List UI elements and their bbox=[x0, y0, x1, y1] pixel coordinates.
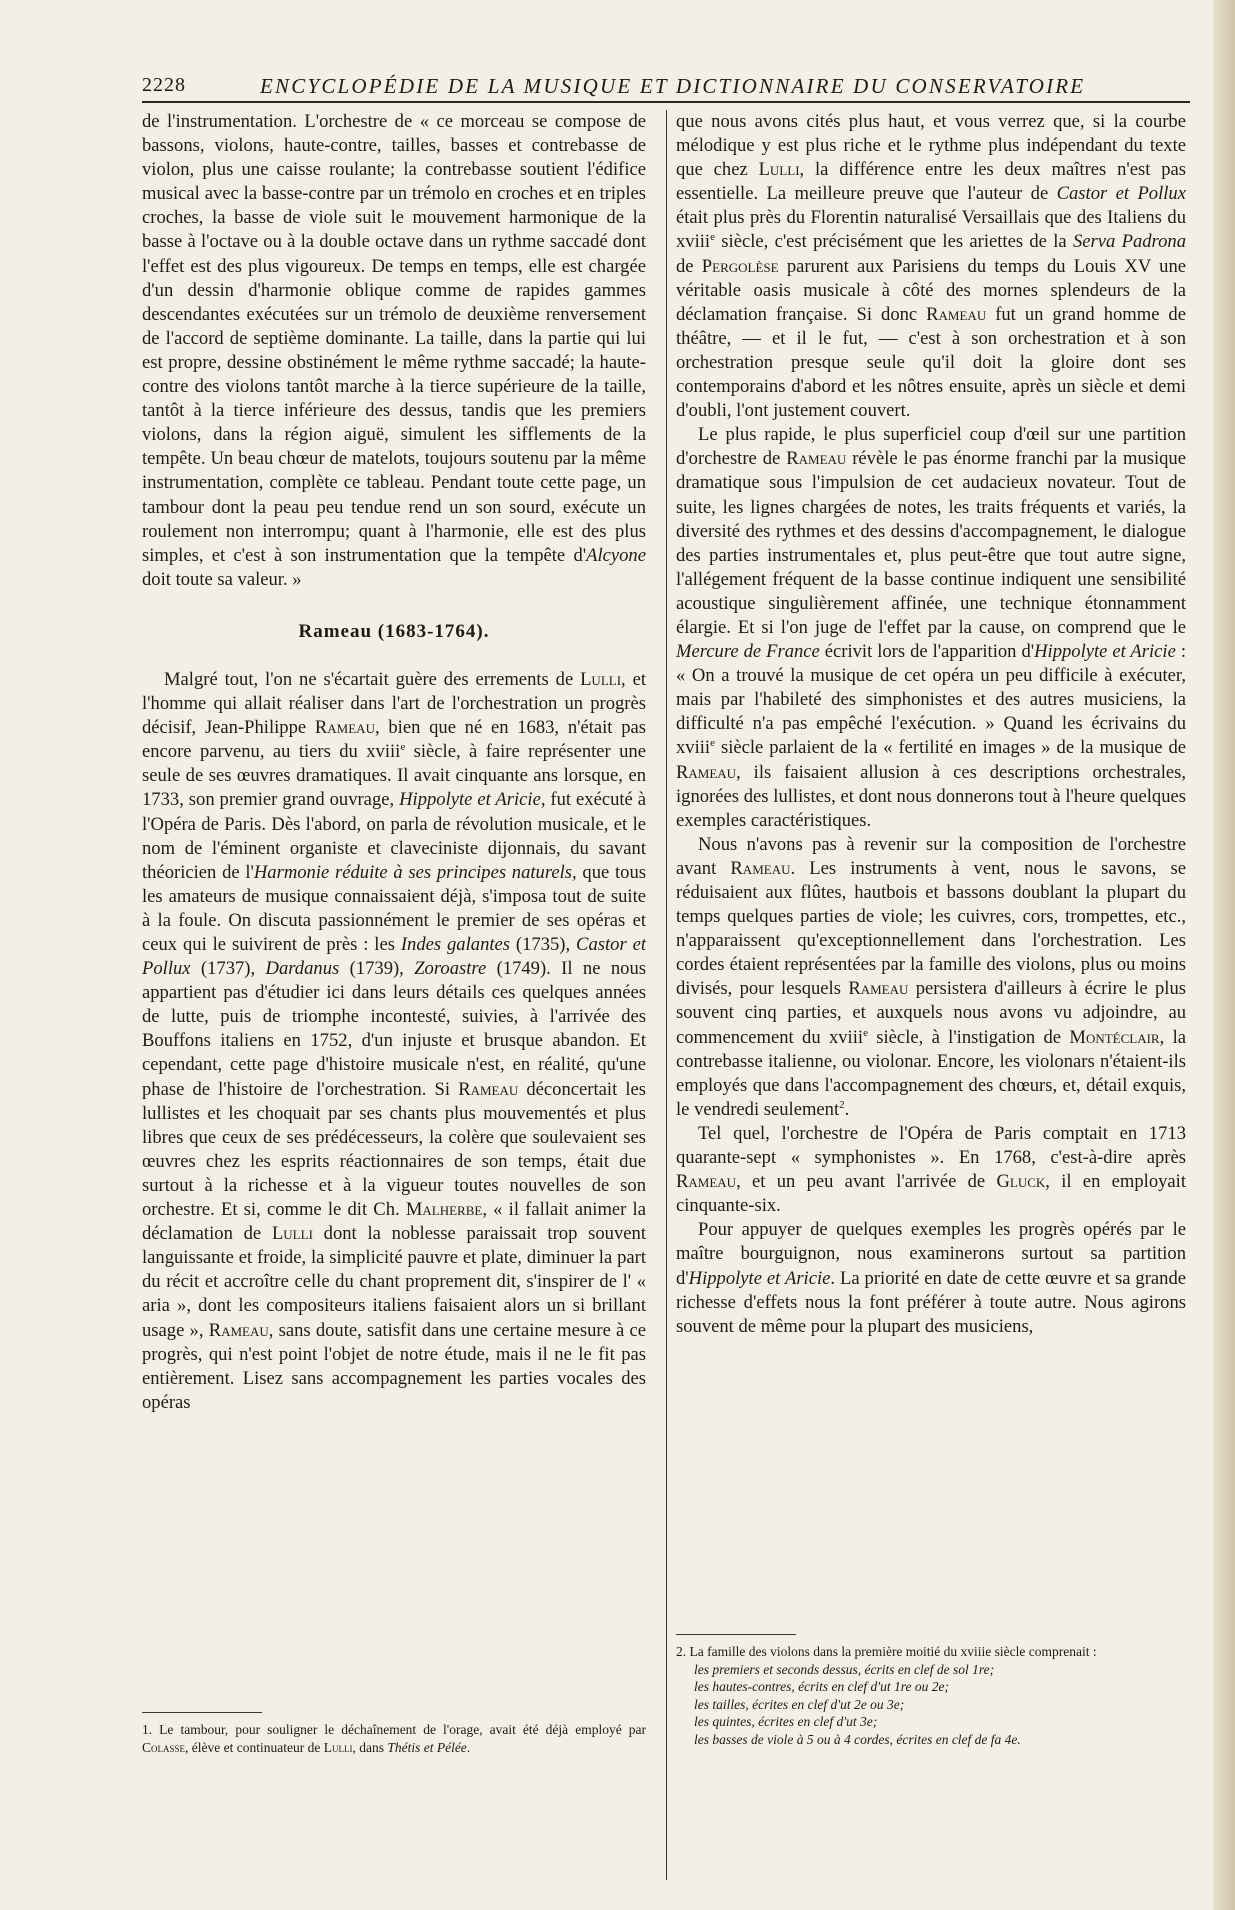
left-column bbox=[142, 110, 646, 1415]
right-column bbox=[676, 110, 1186, 1339]
list-item: les quintes, écrites en clef d'ut 3e; bbox=[694, 1714, 878, 1729]
footnote-2 bbox=[676, 1634, 1186, 1748]
list-item: les tailles, écrites en clef d'ut 2e ou 3e; bbox=[694, 1696, 905, 1712]
footnote-rule bbox=[676, 1634, 796, 1635]
paragraph: Le plus rapide, le plus superficiel coup d'œil sur une partition d'orchestre de Rameau révèle le pas énorme franchi par la musique dramatique sous l'impulsion de cet audacieux novateur. Tout de suite, les lignes chargées de notes, les traits fréquents et variés, la diversité des rythmes et des dessins d'accompagnement, le dialogue des parties instrumentales et, plus peut-être que tout autre signe, l'allégement fréquent de la basse continue indiquent une sensibilité acoustique singulièrement affinée, une technique étonnamment élargie. Et si l'on juge de l'effet par la cause, on comprend que le Mercure de France écrivit lors de l'apparition d'Hippolyte et Aricie : « On a trouvé la musique de cet opéra un peu difficile à exécuter, mais par l'habileté des simphonistes et des autres musiciens, la difficulté n'a pas empêché l'exécution. » Quand les écrivains du xviii$^e$ siècle parlaient de la « fertilité en images » de la musique de Rameau, ils faisaient allusion à ces descriptions orchestrales, ignorées des lullistes, et dont nous donnerons tout à l'heure quelques exemples caractéristiques. bbox=[676, 424, 1186, 831]
paragraph: de l'instrumentation. L'orchestre de « ce morceau se compose de bassons, violons, haute-contre, tailles, basses et contrebasse de violon, plus une caisse roulante; la contrebasse soutient l'édifice musical avec la basse-contre par un trémolo en croches et en triples croches, la basse de viole suit le mouvement harmonique de la basse à l'octave ou à la double octave dans un rythme saccadé dont l'effet est des plus vigoureux. De temps en temps, elle est chargée d'un dessin d'harmonie oblique comme de rapides gammes descendantes exécutées sur un trémolo de deuxième renversement de l'accord de septième dominante. La taille, dans la partie qui lui est propre, dessine obstinément le même rythme saccadé; la haute-contre des violons tantôt marche à la tierce supérieure de la taille, tantôt à la tierce inférieure des dessus, tandis que les premiers violons, dans la région aiguë, simulent les sifflements de la tempête. Un beau chœur de matelots, toujours soutenu par la même instrumentation, complète ce tableau. Pendant toute cette page, un tambour dont la peau peu tendue rend un son sourd, exécute un roulement non interrompu; quant à l'harmonie, elle est des plus simples, et c'est à son instrumentation que la tempête d'Alcyone doit toute sa valeur. » bbox=[142, 111, 646, 590]
paragraph: Pour appuyer de quelques exemples les progrès opérés par le maître bourguignon, nous examinerons surtout sa partition d'Hippolyte et Aricie. La priorité en date de cette œuvre et sa grande richesse d'effets nous la font préférer à toute autre. Nous agirons souvent de même pour la plupart des musiciens, bbox=[676, 1219, 1186, 1337]
paragraph: Malgré tout, l'on ne s'écartait guère des errements de Lulli, et l'homme qui allait réaliser dans l'art de l'orchestration un progrès décisif, Jean-Philippe Rameau, bien que né en 1683, n'était pas encore parvenu, au tiers du xviii$^e$ siècle, à faire représenter une seule de ses œuvres dramatiques. Il avait cinquante ans lorsque, en 1733, son premier grand ouvrage, Hippolyte et Aricie, fut exécuté à l'Opéra de Paris. Dès l'abord, on parla de révolution musicale, et le nom de l'éminent organiste et claveciniste dijonnais, du savant théoricien de l'Harmonie réduite à ses principes naturels, que tous les amateurs de musique connaissaient déjà, s'imposa tout de suite à la foule. On discuta passionnément le premier de ses opéras et ceux qui le suivirent de près : les Indes galantes (1735), Castor et Pollux (1737), Dardanus (1739), Zoroastre (1749). Il ne nous appartient pas d'étudier ici dans leurs détails ces quelques années de lutte, puis de triomphe incontesté, suivies, à l'arrivée des Bouffons italiens en 1752, d'un injuste et brusque abandon. Et cependant, cette page d'histoire musicale n'est, en réalité, qu'une phase de l'histoire de l'orchestration. Si Rameau déconcertait les lullistes et les choquait par ses chants plus mouvementés et plus libres que ceux de ses prédécesseurs, la colère que soulevaient ses œuvres chez les esprits réactionnaires de son temps, était due surtout à la richesse et à la vigueur toutes nouvelles de son orchestre. Et si, comme le dit Ch. Malherbe, « il fallait animer la déclamation de Lulli dont la noblesse paraissait trop souvent languissante et froide, la simplicité pauvre et plate, diminuer la part du récit et accroître celle du chant proprement dit, s'inspirer de l' « aria », dont les compositeurs italiens faisaient alors un si brillant usage », Rameau, sans doute, satisfit dans une certaine mesure à ce progrès, qui n'est point l'objet de notre étude, mais il ne le fit pas entièrement. Lisez sans accompagnement les parties vocales des opéras bbox=[142, 668, 647, 1413]
footnote-ref: 2 bbox=[839, 1098, 845, 1111]
footnote-intro: 2. La famille des violons dans la première moitié du xviiie siècle comprenait : bbox=[676, 1644, 1097, 1659]
section-heading: Rameau (1683-1764). bbox=[298, 620, 490, 642]
paragraph: Nous n'avons pas à revenir sur la composition de l'orchestre avant Rameau. Les instruments à vent, nous le savons, se réduisaient aux flûtes, hautbois et bassons doublant la plupart du temps quelques parties de viole; les cuivres, cors, trompettes, etc., n'apparaissent qu'exceptionnellement dans l'orchestration. Les cordes étaient représentées par la famille des violons, plus ou moins divisés, pour lesquels Rameau persistera d'ailleurs à écrire le plus souvent cinq parties, et auxquels nous avons vu adjoindre, au commencement du xviii$^e$ siècle, à l'instigation de Montéclair, la contrebasse italienne, ou violonar. Encore, les violonars n'étaient-ils employés que dans l'accompagnement des chœurs, et, détail exquis, le vendredi seulement$^2$. bbox=[676, 833, 1187, 1120]
paragraph: que nous avons cités plus haut, et vous verrez que, si la courbe mélodique y est plus riche et le rythme plus indépendant du texte que chez Lulli, la différence entre les deux maîtres n'est pas essentielle. La meilleure preuve que l'auteur de Castor et Pollux était plus près du Florentin naturalisé Versaillais que des Italiens du xviii$^e$ siècle, c'est précisément que les ariettes de la Serva Padrona de Pergolèse parurent aux Parisiens du temps du Louis XV une véritable oasis musicale à côté des mornes splendeurs de la déclamation française. Si donc Rameau fut un grand homme de théâtre, — et il le fut, — c'est à son orchestration et à son orchestration presque seule qu'il doit la gloire dont ses contemporains d'abord et les nôtres ensuite, après un siècle et demi d'oubli, l'ont justement couvert. bbox=[676, 111, 1186, 422]
page-header bbox=[142, 74, 1190, 104]
list-item: les basses de viole à 5 ou à 4 cordes, écrites en clef de fa 4e. bbox=[694, 1731, 1021, 1747]
running-title: ENCYCLOPÉDIE DE LA MUSIQUE ET DICTIONNAIRE DU CONSERVATOIRE bbox=[260, 74, 1086, 98]
column-rule bbox=[666, 110, 667, 1880]
header-rule bbox=[142, 101, 1190, 103]
page-edge bbox=[1213, 0, 1235, 1910]
footnote-list bbox=[676, 1661, 1186, 1749]
footnote-1: 1. Le tambour, pour souligner le déchaînement de l'orage, avait été déjà employé par Colasse, élève et continuateur de Lulli, dans Thétis et Pélée. bbox=[142, 1712, 646, 1756]
paragraph: Tel quel, l'orchestre de l'Opéra de Paris comptait en 1713 quarante-sept « symphonistes ». En 1768, c'est-à-dire après Rameau, et un peu avant l'arrivée de Gluck, il en employait cinquante-six. bbox=[676, 1122, 1186, 1217]
list-item: les premiers et seconds dessus, écrits en clef de sol 1re; bbox=[694, 1661, 995, 1677]
list-item: les hautes-contres, écrits en clef d'ut 1re ou 2e; bbox=[694, 1679, 949, 1694]
footnote-rule bbox=[142, 1712, 262, 1713]
page-number: 2228 bbox=[142, 74, 186, 96]
